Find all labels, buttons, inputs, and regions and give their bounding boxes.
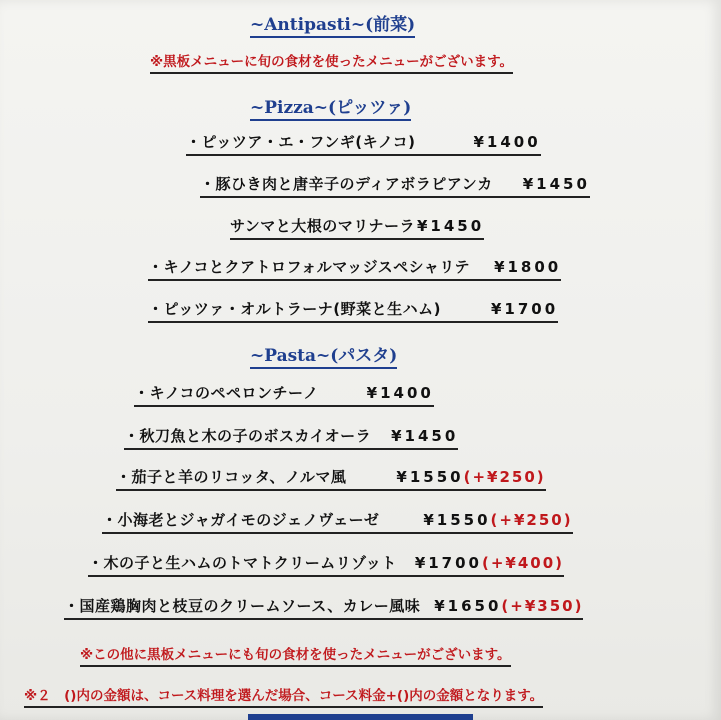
pasta-heading: ~Pasta~(パスタ) (250, 341, 397, 369)
item-extra-price: (+¥250) (490, 511, 573, 529)
item-name: ・豚ひき肉と唐辛子のディアボラピアンカ (200, 175, 493, 193)
pasta-item (88, 552, 564, 577)
item-name: ・キノコとクアトロフォルマッジスペシャリテ (148, 258, 471, 276)
item-price: ¥1450 (391, 427, 459, 445)
item-price: ¥1550 (423, 511, 491, 529)
pizza-heading: ~Pizza~(ピッツァ) (250, 93, 411, 121)
pizza-item (148, 298, 558, 323)
item-name: ・キノコのペペロンチーノ (134, 384, 319, 402)
item-price: ¥1700 (490, 300, 559, 318)
pizza-item (200, 173, 590, 198)
antipasti-heading: ~Antipasti~(前菜) (250, 10, 415, 38)
course-price-note: ※２ ()内の金額は、コース料理を選んだ場合、コース料金+()内の金額となります。 (24, 684, 543, 708)
item-price: ¥1650 (434, 597, 502, 615)
pasta-item (124, 425, 458, 450)
item-extra-price: (+¥350) (501, 597, 584, 615)
seasonal-note: ※この他に黒板メニューにも旬の食材を使ったメニューがございます。 (80, 643, 511, 667)
item-name: ・小海老とジャガイモのジェノヴェーゼ (102, 511, 380, 529)
item-price: ¥1550 (396, 468, 464, 486)
bottom-accent-bar (248, 714, 473, 720)
item-price: ¥1400 (366, 384, 434, 402)
pasta-item (134, 382, 434, 407)
item-extra-price: (+¥400) (482, 554, 565, 572)
pizza-item (186, 131, 541, 156)
item-name: ・ピッツァ・オルトラーナ(野菜と生ハム) (148, 300, 441, 318)
antipasti-note: ※黒板メニューに旬の食材を使ったメニューがございます。 (150, 50, 513, 74)
pasta-item (116, 466, 546, 491)
pasta-item (102, 509, 573, 534)
item-price: ¥1450 (522, 175, 590, 193)
pizza-item (148, 256, 561, 281)
item-price: ¥1800 (494, 258, 562, 276)
item-price: ¥1400 (473, 133, 541, 151)
pizza-item (230, 215, 484, 240)
item-name: ・秋刀魚と木の子のボスカイオーラ (124, 427, 372, 445)
item-name: サンマと大根のマリナーラ (230, 217, 415, 235)
pasta-item (64, 595, 583, 620)
item-price: ¥1700 (414, 554, 482, 572)
item-name: ・国産鶏胸肉と枝豆のクリームソース、カレー風味 (64, 597, 421, 615)
item-name: ・茄子と羊のリコッタ、ノルマ風 (116, 468, 347, 486)
item-name: ・ピッツア・エ・フンギ(キノコ) (186, 133, 416, 151)
item-extra-price: (+¥250) (463, 468, 546, 486)
item-price: ¥1450 (416, 217, 485, 235)
item-name: ・木の子と生ハムのトマトクリームリゾット (88, 554, 397, 572)
